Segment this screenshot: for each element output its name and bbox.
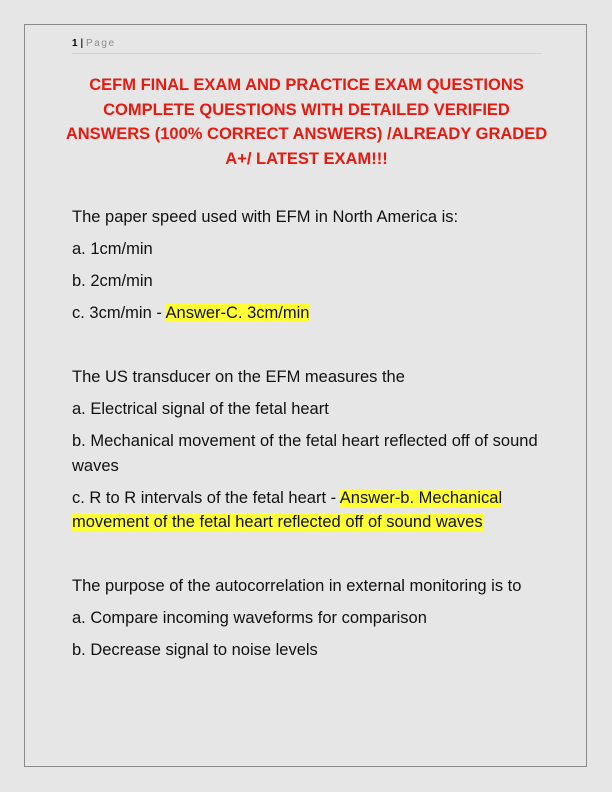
question-stem: The US transducer on the EFM measures the [72, 368, 405, 386]
page-header [72, 37, 542, 54]
document-page [24, 24, 587, 767]
question-option: a. 1cm/min [72, 240, 153, 258]
page-number: 1 [72, 38, 78, 49]
answer-highlight: Answer-C. 3cm/min [165, 304, 310, 322]
question-option-with-answer [72, 301, 542, 326]
question-spacer [72, 542, 542, 574]
question-option: b. Decrease signal to noise levels [72, 641, 318, 659]
question-block [72, 365, 542, 535]
question-option: b. 2cm/min [72, 272, 153, 290]
question-block [72, 574, 542, 663]
page-label: Page [85, 38, 116, 49]
question-option: c. R to R intervals of the fetal heart - [72, 488, 340, 507]
question-option: b. Mechanical movement of the fetal heart reflected off of sound waves [72, 432, 538, 475]
question-option: c. 3cm/min - [72, 304, 166, 322]
question-block [72, 205, 542, 326]
question-spacer [72, 333, 542, 365]
page-header-separator: | [80, 38, 84, 49]
document-title: CEFM FINAL EXAM AND PRACTICE EXAM QUESTIONS COMPLETE QUESTIONS WITH DETAILED VERIFIED ANSWERS (100% CORRECT ANSWERS) /ALREADY GRADED A+/ LATEST EXAM!!! [65, 76, 548, 168]
question-option: a. Electrical signal of the fetal heart [72, 400, 329, 418]
question-option-with-answer [72, 486, 542, 535]
question-stem: The purpose of the autocorrelation in external monitoring is to [72, 577, 522, 595]
answer-highlight: Answer-b. Mechanical movement of the fetal heart reflected off of sound waves [72, 488, 503, 531]
document-body [72, 205, 542, 670]
question-stem: The paper speed used with EFM in North America is: [72, 208, 459, 226]
question-option: a. Compare incoming waveforms for comparison [72, 609, 427, 627]
